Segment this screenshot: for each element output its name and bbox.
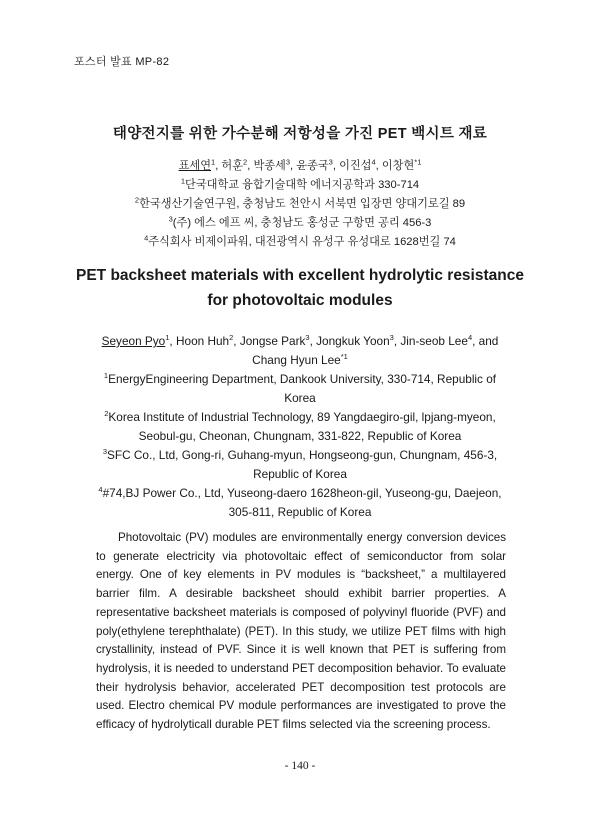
korean-affiliation — [0, 195, 600, 214]
author-separator: , — [309, 334, 317, 348]
korean-affiliation — [0, 233, 600, 252]
korean-affiliation — [0, 176, 600, 195]
english-author-name: Jongse Park — [239, 334, 306, 348]
affiliation-superscript: 2 — [104, 409, 109, 419]
korean-title: 태양전지를 위한 가수분해 저항성을 가진 PET 백시트 재료 — [112, 126, 488, 142]
author-separator: , and — [472, 334, 499, 348]
korean-author-name: 이진섭 — [339, 160, 372, 172]
affiliation-superscript: 2 — [134, 195, 140, 205]
english-affiliation-continued: Republic of Korea — [253, 467, 347, 481]
author-superscript: 3 — [389, 333, 394, 343]
author-separator: , — [169, 334, 176, 348]
author-separator: , — [332, 160, 340, 172]
english-author-name: Jongkuk Yoon — [316, 334, 390, 348]
author-superscript: 1 — [211, 157, 216, 167]
affiliation-text: #74,BJ Power Co., Ltd, Yuseong-daero 1628heon-gil, Yuseong-gu, Daejeon, — [102, 486, 502, 500]
english-affiliation — [0, 370, 600, 389]
abstract-paragraph: Photovoltaic (PV) modules are environmentally energy conversion devices to generate electricity via photovoltaic effect of semiconductor from solar energy. One of key elements in PV modules is “backsheet,” a multilayered barrier film. A desirable backsheet should exhibit barrier properties. A representative backsheet materials is composed of polyvinyl fluoride (PVF) and poly(ethylene terephthalate) (PET). In this study, we utilize PET films with high crystallinity, instead of PVF. Since it is well known that PET is suffering from hydrolysis, it is needed to understand PET decomposition behavior. To evaluate their hydrolysis behavior, accelerated PET decomposition test protocols are used. Electro chemical PV module performances are investigated to prove the efficacy of hydrolyticall durable PET films selected via the screening process. — [96, 531, 506, 732]
author-superscript: *1 — [414, 157, 422, 167]
author-superscript: 1 — [165, 333, 170, 343]
korean-author-name: 박종세 — [253, 160, 286, 172]
english-author-line — [0, 332, 600, 351]
english-title-line: PET backsheet materials with excellent hydrolytic resistance — [76, 267, 524, 284]
author-separator: , — [215, 160, 222, 172]
author-separator: , — [393, 334, 401, 348]
english-affiliation — [0, 484, 600, 503]
affiliation-superscript: 4 — [144, 233, 149, 243]
affiliation-text: SFC Co., Ltd, Gong-ri, Guhang-myun, Hongseong-gun, Chungnam, 456-3, — [107, 448, 498, 462]
affiliation-superscript: 3 — [102, 447, 107, 457]
english-author-name: Hoon Huh — [175, 334, 230, 348]
korean-author-name: 표세연 — [178, 160, 212, 172]
author-superscript: 3 — [328, 157, 333, 167]
english-affiliation-continued: Seobul-gu, Cheonan, Chungnam, 331-822, Republic of Korea — [138, 429, 462, 443]
korean-author-line — [0, 157, 600, 176]
author-superscript: 2 — [243, 157, 248, 167]
affiliation-text: (주) 에스 에프 씨, 충청남도 홍성군 구항면 공리 456-3 — [172, 217, 432, 229]
author-superscript: 3 — [305, 333, 310, 343]
english-affiliation-continued: Korea — [284, 391, 316, 405]
english-affiliation — [0, 446, 600, 465]
author-separator: , — [247, 160, 254, 172]
affiliation-superscript: 1 — [103, 371, 109, 381]
english-affiliation — [0, 408, 600, 427]
english-title — [0, 263, 600, 313]
author-separator: , — [290, 160, 297, 172]
author-superscript: *1 — [340, 352, 348, 362]
session-label: 포스터 발표 MP-82 — [74, 56, 170, 68]
korean-author-name: 이창현 — [381, 160, 415, 172]
author-superscript: 3 — [285, 157, 291, 167]
english-author-name: Jin-seob Lee — [400, 334, 468, 348]
affiliation-text: 단국대학교 융합기술대학 에너지공학과 330-714 — [185, 179, 420, 191]
affiliation-superscript: 1 — [180, 176, 186, 186]
korean-affiliation — [0, 214, 600, 233]
affiliation-text: Korea Institute of Industrial Technology, 89 Yangdaegiro-gil, lpjang-myeon, — [108, 410, 496, 424]
korean-author-name: 허훈 — [221, 160, 244, 172]
page-number: - 140 - — [284, 760, 316, 772]
english-affiliation-continued: 305-811, Republic of Korea — [228, 505, 372, 519]
author-superscript: 4 — [467, 333, 473, 343]
author-separator: , — [375, 160, 382, 172]
affiliation-superscript: 4 — [98, 485, 103, 495]
english-author-line — [0, 351, 600, 370]
affiliation-text: 한국생산기술연구원, 충청남도 천안시 서북면 입장면 양대기로길 89 — [139, 198, 466, 210]
affiliation-text: 주식회사 비제이파워, 대전광역시 유성구 유성대로 1628번길 74 — [148, 236, 456, 248]
affiliation-superscript: 3 — [168, 214, 173, 224]
english-authors-block — [0, 332, 600, 522]
korean-authors-block — [0, 157, 600, 252]
author-superscript: 2 — [229, 333, 234, 343]
english-author-name: Chang Hyun Lee — [252, 353, 341, 367]
author-superscript: 4 — [371, 157, 376, 167]
english-author-name: Seyeon Pyo — [101, 334, 166, 348]
english-title-line: for photovoltaic modules — [207, 292, 393, 309]
affiliation-text: EnergyEngineering Department, Dankook University, 330-714, Republic of — [108, 372, 497, 386]
korean-author-name: 윤종국 — [296, 160, 329, 172]
author-separator: , — [233, 334, 240, 348]
